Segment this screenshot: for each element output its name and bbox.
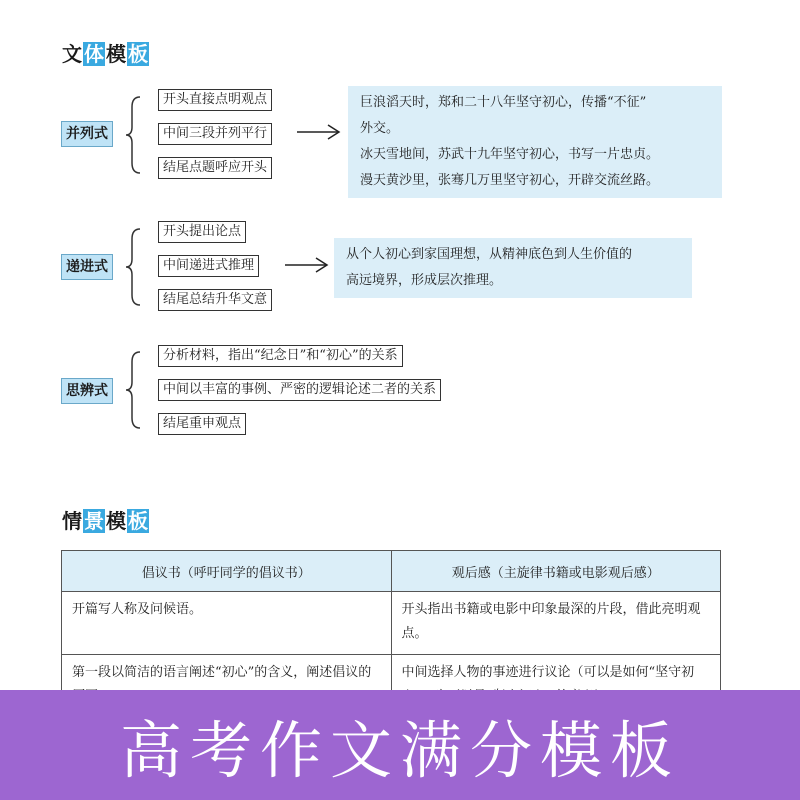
title-char: 模 xyxy=(106,509,126,533)
table-header: 观后感（主旋律书籍或电影观后感） xyxy=(391,551,721,592)
arrow-right-icon xyxy=(284,257,330,273)
title-char-highlight: 板 xyxy=(128,42,148,66)
table-header: 倡议书（呼吁同学的倡议书） xyxy=(62,551,392,592)
table-cell: 开篇写人称及问候语。 xyxy=(62,592,392,655)
title-char: 文 xyxy=(62,42,82,66)
note-line: 巨浪滔天时，郑和二十八年坚守初心，传播“不征” xyxy=(360,95,647,110)
table-cell: 开头指出书籍或电影中印象最深的片段，借此亮明观点。 xyxy=(391,592,721,655)
arrow-right-icon xyxy=(296,124,342,140)
title-char-highlight: 板 xyxy=(128,509,148,533)
example-note-progressive xyxy=(334,238,692,298)
banner-title: 高考作文满分模板 xyxy=(119,713,680,787)
section-title-wenti xyxy=(61,38,149,66)
bottom-banner xyxy=(0,690,800,800)
note-line: 漫天黄沙里，张骞几万里坚守初心，开辟交流丝路。 xyxy=(360,173,660,188)
brace-icon xyxy=(124,95,144,175)
outline-item: 中间递进式推理 xyxy=(158,255,259,277)
outline-item: 中间以丰富的事例、严密的逻辑论述二者的关系 xyxy=(158,379,441,401)
brace-icon xyxy=(124,350,144,430)
note-line: 冰天雪地间，苏武十九年坚守初心，书写一片忠贞。 xyxy=(360,147,660,162)
title-char-highlight: 体 xyxy=(84,42,104,66)
note-line: 从个人初心到家国理想，从精神底色到人生价值的 xyxy=(346,247,633,262)
category-label-progressive: 递进式 xyxy=(61,254,113,280)
section-title-qingjing xyxy=(61,505,149,533)
outline-item: 结尾点题呼应开头 xyxy=(158,157,272,179)
category-label-dialectic: 思辨式 xyxy=(61,378,113,404)
table-cell: 中间选择人物的事迹进行议论（可以是如何“坚守初 xyxy=(391,655,721,718)
outline-item: 结尾重申观点 xyxy=(158,413,246,435)
title-char: 情 xyxy=(62,509,82,533)
table-row xyxy=(62,592,721,655)
title-char: 模 xyxy=(106,42,126,66)
note-line: 外交。 xyxy=(360,121,400,136)
outline-item: 分析材料，指出“纪念日”和“初心”的关系 xyxy=(158,345,403,367)
brace-icon xyxy=(124,227,144,307)
outline-item: 结尾总结升华文意 xyxy=(158,289,272,311)
outline-item: 开头直接点明观点 xyxy=(158,89,272,111)
title-char-highlight: 景 xyxy=(84,509,104,533)
outline-item: 中间三段并列平行 xyxy=(158,123,272,145)
table-header-row xyxy=(62,551,721,592)
example-note-parallel xyxy=(348,86,722,198)
outline-item: 开头提出论点 xyxy=(158,221,246,243)
table-cell: 第一段以简洁的语言阐述“初心”的含义，阐述倡议的 xyxy=(62,655,392,718)
note-line: 高远境界，形成层次推理。 xyxy=(346,273,503,288)
category-label-parallel: 并列式 xyxy=(61,121,113,147)
